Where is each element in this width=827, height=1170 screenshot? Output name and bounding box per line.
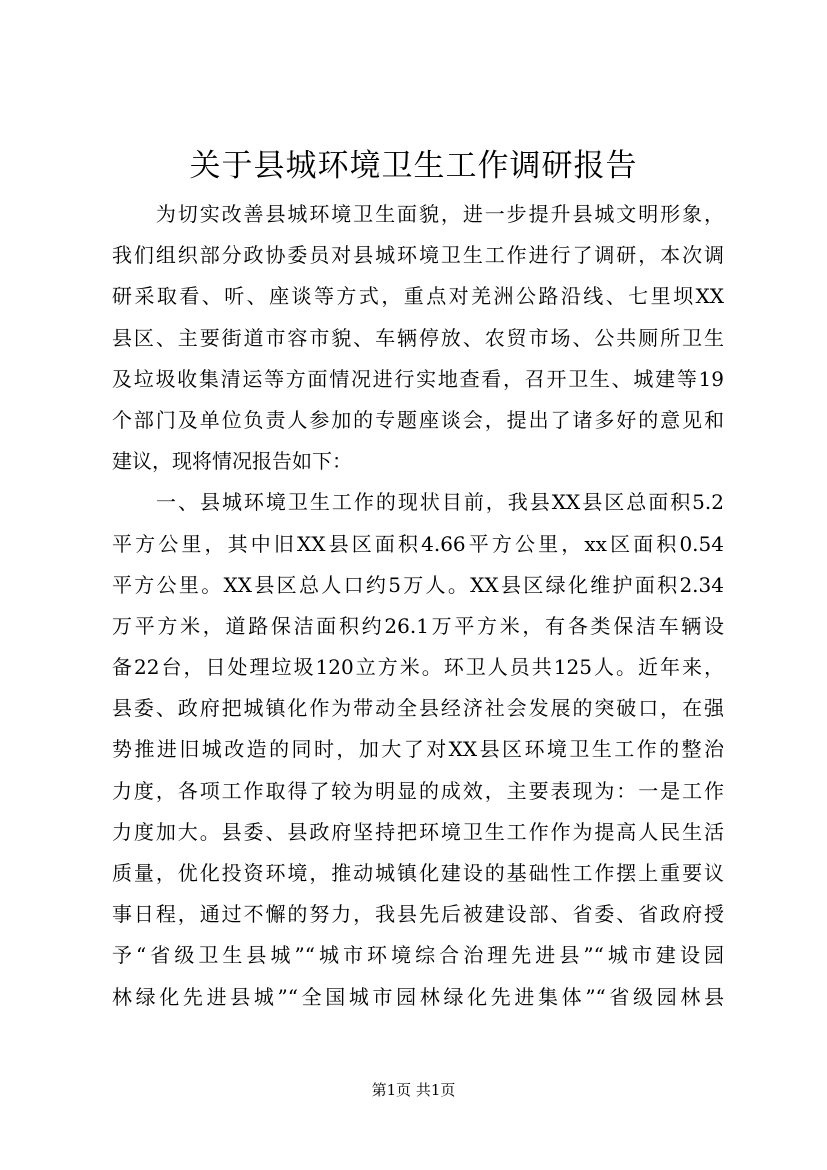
body-line: 一、县城环境卫生工作的现状目前，我县XX县区总面积5.2	[112, 490, 724, 515]
body-line: 平方公里。XX县区总人口约5万人。XX县区绿化维护面积2.34	[112, 572, 724, 597]
body-line: 事日程，通过不懈的努力，我县先后被建设部、省委、省政府授	[112, 902, 724, 927]
body-line: 建议，现将情况报告如下：	[112, 449, 352, 474]
body-line: 万平方米，道路保洁面积约26.1万平方米，有各类保洁车辆设	[112, 613, 724, 638]
body-line: 县区、主要街道市容市貌、车辆停放、农贸市场、公共厕所卫生	[112, 325, 724, 350]
body-line: 我们组织部分政协委员对县城环境卫生工作进行了调研，本次调	[112, 243, 724, 268]
body-line: 备22台，日处理垃圾120立方米。环卫人员共125人。近年来，	[112, 655, 724, 680]
body-line: 质量，优化投资环境，推动城镇化建设的基础性工作摆上重要议	[112, 861, 724, 885]
body-line: 力度，各项工作取得了较为明显的成效，主要表现为：一是工作	[112, 778, 724, 803]
body-line: 个部门及单位负责人参加的专题座谈会，提出了诸多好的意见和	[112, 407, 724, 432]
body-line: 势推进旧城改造的同时，加大了对XX县区环境卫生工作的整治	[112, 737, 724, 762]
body-line: 研采取看、听、座谈等方式，重点对羌洲公路沿线、七里坝XX	[112, 284, 724, 309]
body-line: 林绿化先进县城”“全国城市园林绿化先进集体”“省级园林县	[112, 984, 724, 1009]
body-line: 力度加大。县委、县政府坚持把环境卫生工作作为提高人民生活	[112, 819, 724, 844]
body-line: 平方公里，其中旧XX县区面积4.66平方公里，xx区面积0.54	[112, 531, 724, 556]
page-number-footer: 第1页 共1页	[371, 1081, 456, 1099]
body-line: 予“省级卫生县城”“城市环境综合治理先进县”“城市建设园	[112, 943, 724, 968]
document-body	[112, 194, 724, 1018]
body-line: 县委、政府把城镇化作为带动全县经济社会发展的突破口，在强	[112, 696, 724, 721]
document-title: 关于县城环境卫生工作调研报告	[189, 148, 638, 184]
body-line: 为切实改善县城环境卫生面貌，进一步提升县城文明形象，	[112, 202, 724, 226]
body-line: 及垃圾收集清运等方面情况进行实地查看，召开卫生、城建等19	[112, 366, 724, 391]
